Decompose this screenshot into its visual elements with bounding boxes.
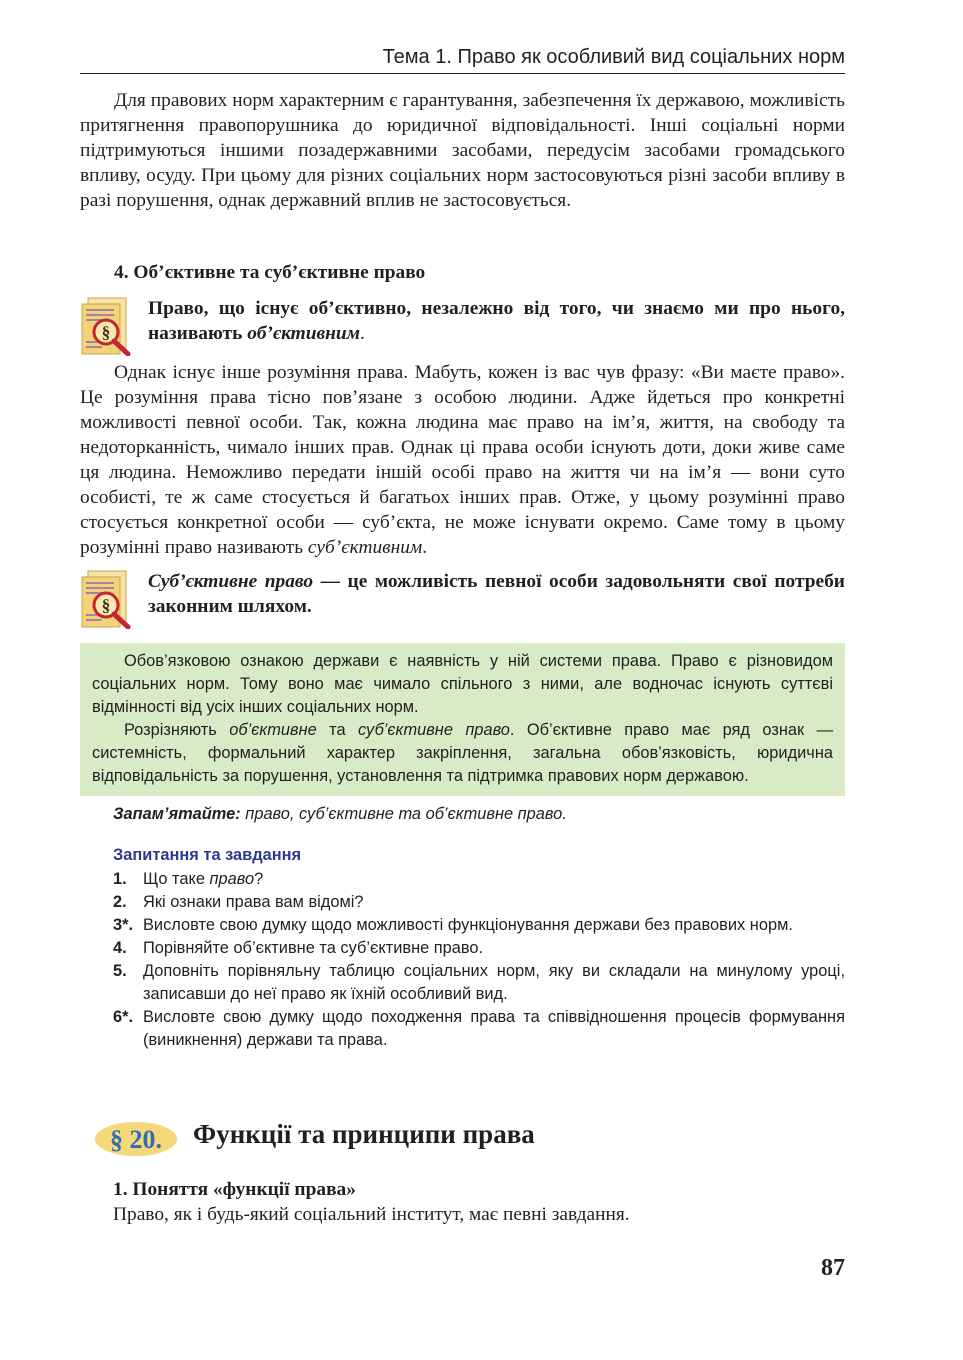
question-text: Що таке xyxy=(143,870,210,888)
summary-box xyxy=(80,643,845,796)
subjective-paragraph-term: суб’єктивним xyxy=(307,537,423,558)
section-1-text: Право, як і будь-який соціальний інститут, має певні завдання. xyxy=(113,1204,630,1225)
paragraph-title: Функції та принципи права xyxy=(193,1119,535,1149)
svg-text:§: § xyxy=(101,323,111,342)
summary-paragraph-1: Обов’язковою ознакою держави є наявність у ній системи права. Право є різновидом соціальних норм. Тому воно має чимало спільного з ними, але водночас існують суттєві відмінності від усіх інших соціальних норм. xyxy=(92,652,833,716)
question-text-after: ? xyxy=(254,870,264,888)
definition2-text: — це можливість певної особи задовольняти свої потреби законним шляхом. xyxy=(148,571,845,617)
law-book-magnifier-icon xyxy=(80,296,136,356)
definition1-end: . xyxy=(360,323,365,344)
question-text: Які ознаки права вам відомі? xyxy=(143,893,364,911)
section-4-heading: 4. Об’єктивне та суб’єктивне право xyxy=(114,262,426,283)
question-text: Порівняйте об’єктивне та суб’єктивне право. xyxy=(143,939,484,957)
summary-p2-and: та xyxy=(316,721,358,739)
question-item xyxy=(113,914,845,937)
remember-line xyxy=(113,805,567,824)
question-item xyxy=(113,1006,845,1052)
question-number: 2. xyxy=(113,893,127,911)
definition-subjective xyxy=(80,569,845,619)
definition2-term: Суб’єктивне право xyxy=(148,571,314,592)
question-number: 1. xyxy=(113,870,127,888)
summary-paragraph-2 xyxy=(80,719,845,788)
question-item xyxy=(113,960,845,1006)
question-item xyxy=(113,937,845,960)
definition-objective xyxy=(80,296,845,346)
section-1-heading: 1. Поняття «функції права» xyxy=(113,1179,356,1200)
paragraph-badge xyxy=(94,1120,178,1158)
question-item xyxy=(113,891,845,914)
question-number: 3*. xyxy=(113,916,134,934)
question-number: 5. xyxy=(113,962,127,980)
question-term: право xyxy=(209,870,255,888)
question-text: Висловте свою думку щодо можливості функціонування держави без правових норм. xyxy=(143,916,793,934)
intro-paragraph: Для правових норм характерним є гарантування, забезпечення їх державою, можливість притягнення правопорушника до юридичної відповідальності. Інші соціальні норми підтримуються іншими позадержавними засобами, передусім засобами громадського впливу, осуду. При цьому для різних соціальних норм застосовуються різні засоби впливу в разі порушення, однак державний вплив не застосовується. xyxy=(80,90,845,211)
subjective-paragraph-end: . xyxy=(422,537,428,558)
summary-p2-term1: об’єктивне xyxy=(229,721,317,739)
summary-p2-start: Розрізняють xyxy=(124,721,230,739)
question-item xyxy=(113,868,845,891)
subjective-paragraph-text: Однак існує інше розуміння права. Мабуть, кожен із вас чув фразу: «Ви маєте право». Це розуміння права тісно пов’язане з особою людини. Адже йдеться про конкретні можливості певної особи. Так, кожна людина має право на ім’я, життя, на свободу та недоторканність, чимало інших прав. Однак ці права особи існують доти, доки живе саме ця людина. Неможливо передати іншій особі право на життя чи на ім’я — вони суто особисті, те ж саме стосується й багатьох інших прав. Отже, у цьому розумінні право стосується конкретної особи — суб’єкта, не може існувати окремо. Саме тому в цьому розумінні право називають xyxy=(80,362,845,558)
question-text: Доповніть порівняльну таблицю соціальних норм, яку ви складали на минулому уроці, записавши до неї право як їхній особливий вид. xyxy=(143,962,845,1003)
question-number: 6*. xyxy=(113,1008,134,1026)
subjective-paragraph xyxy=(80,360,845,560)
summary-p2-term2: суб’єктивне право xyxy=(358,721,510,739)
remember-label: Запам’ятайте: xyxy=(113,805,241,823)
remember-text: право, суб’єктивне та об’єктивне право. xyxy=(240,805,567,823)
definition1-term: об’єктивним xyxy=(247,323,360,344)
questions-title: Запитання та завдання xyxy=(113,846,302,864)
law-book-magnifier-icon xyxy=(80,569,136,629)
summary-p2-rest: . Об’єктивне право має ряд ознак — системність, формальний характер закріплення, загальна обов’язковість, юридична відповідальність за порушення, установлення та підтримка правових норм державою. xyxy=(92,721,833,785)
paragraph-badge-label: § 20. xyxy=(110,1125,162,1154)
running-title: Тема 1. Право як особливий вид соціальних норм xyxy=(382,46,845,68)
question-text: Висловте свою думку щодо походження права та співвідношення процесів формування (виникнення) держави та права. xyxy=(143,1008,845,1049)
page-number: 87 xyxy=(821,1255,845,1281)
definition1-text: Право, що існує об’єктивно, незалежно від того, чи знаємо ми про нього, називають xyxy=(148,298,845,344)
svg-text:§: § xyxy=(101,596,111,615)
header-rule xyxy=(80,73,845,74)
questions-list xyxy=(113,868,845,1052)
question-number: 4. xyxy=(113,939,127,957)
